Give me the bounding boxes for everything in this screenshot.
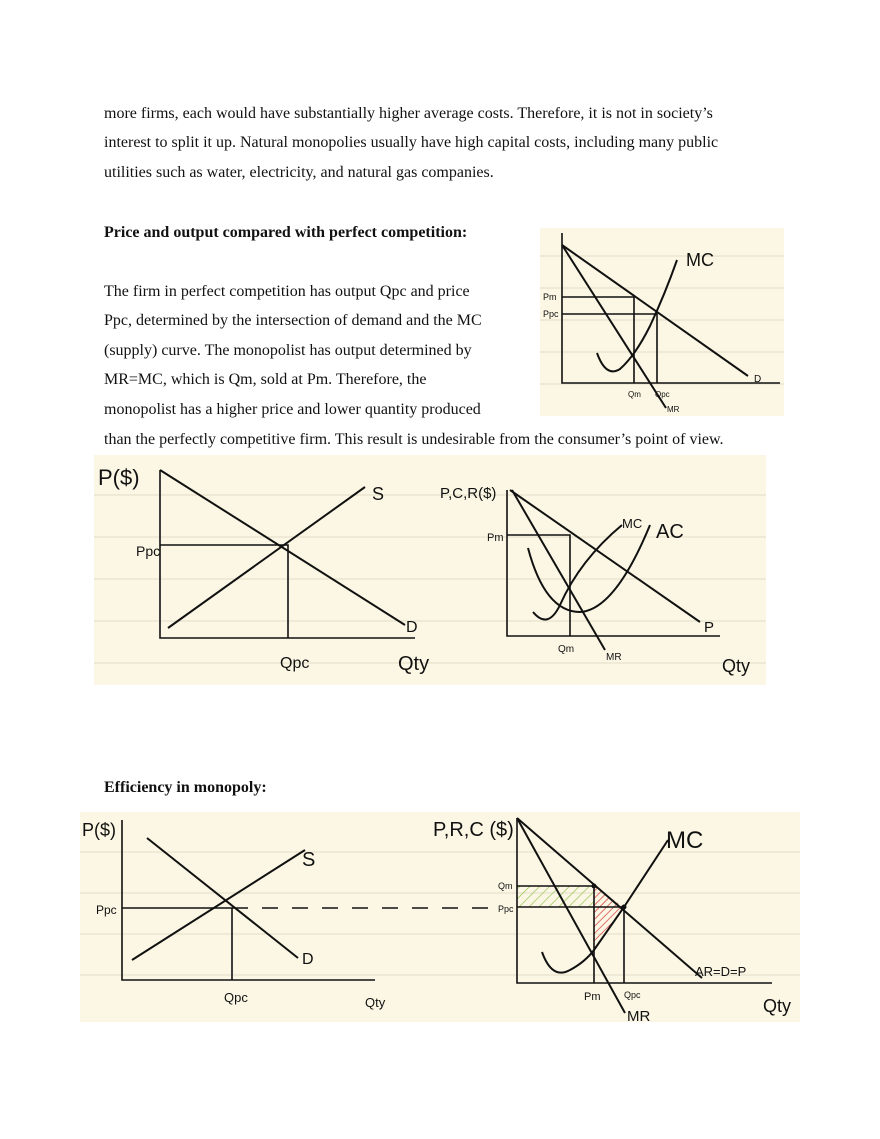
intro-line: interest to split it up. Natural monopolies usually have high capital costs, including many public: [104, 134, 719, 151]
diagram-label: D: [406, 619, 418, 636]
diagram-label: P($): [98, 465, 140, 490]
section-heading: Price and output compared with perfect competition:: [104, 224, 468, 241]
diagram-label: P: [704, 619, 715, 636]
diagram-label: D: [754, 374, 762, 385]
diagram-label: Ppc: [136, 543, 161, 559]
diagram-label: Qm: [558, 644, 575, 655]
diagram-label: MR: [627, 1008, 651, 1022]
paragraph-line: The firm in perfect competition has output Qpc and price: [104, 283, 470, 300]
diagram-label: Pm: [487, 532, 504, 544]
diagram-label: Qm: [628, 390, 641, 399]
paragraph-line: Ppc, determined by the intersection of demand and the MC: [104, 312, 482, 329]
paragraph-line: MR=MC, which is Qm, sold at Pm. Therefore, the: [104, 371, 427, 388]
diagram-mark: [622, 905, 627, 910]
diagram-label: MR: [667, 405, 680, 414]
diagram-label: P,R,C ($): [433, 819, 514, 841]
diagram-label: D: [302, 951, 314, 968]
paragraph-line: monopolist has a higher price and lower quantity produced: [104, 401, 481, 418]
diagram-label: S: [302, 849, 316, 871]
paragraph-line: (supply) curve. The monopolist has output determined by: [104, 342, 472, 359]
diagram-label: MC: [622, 516, 643, 531]
diagram-label: Qpc: [224, 990, 248, 1005]
diagram-mark: [592, 884, 597, 889]
diagram-label: Qty: [365, 995, 386, 1010]
diagram-label: MR: [606, 652, 622, 663]
diagram-label: Pm: [543, 292, 557, 302]
diagram-label: Qty: [398, 653, 430, 675]
diagram-label: Qpc: [280, 655, 310, 672]
diagram-label: Qpc: [655, 390, 670, 399]
diagram-label: Qpc: [624, 990, 641, 1000]
diagram-label: AC: [656, 521, 684, 543]
diagram-label: Ppc: [96, 903, 117, 917]
diagram-label: Pm: [584, 991, 601, 1003]
diagram-label: Ppc: [498, 904, 514, 914]
paragraph-line: than the perfectly competitive firm. This result is undesirable from the consumer’s point of view.: [104, 431, 724, 448]
competition-and-monopoly-diagram: [94, 455, 766, 685]
diagram-label: P,C,R($): [440, 485, 497, 502]
section-heading: Efficiency in monopoly:: [104, 779, 267, 796]
intro-line: utilities such as water, electricity, and natural gas companies.: [104, 164, 494, 181]
diagram-label: P($): [82, 820, 117, 840]
diagram-label: Ppc: [543, 309, 559, 319]
diagram-label: Qm: [498, 881, 513, 891]
monopoly-efficiency-diagram: [80, 812, 800, 1022]
diagram-label: Qty: [722, 656, 751, 676]
monopoly-vs-competition-diagram: [540, 228, 784, 416]
diagram-mark: [94, 455, 766, 685]
intro-line: more firms, each would have substantially higher average costs. Therefore, it is not in society’s: [104, 105, 713, 122]
diagram-label: AR=D=P: [695, 964, 747, 979]
diagram-label: Qty: [763, 996, 792, 1016]
diagram-label: MC: [686, 250, 714, 270]
diagram-label: S: [372, 484, 385, 504]
diagram-label: MC: [666, 827, 704, 854]
